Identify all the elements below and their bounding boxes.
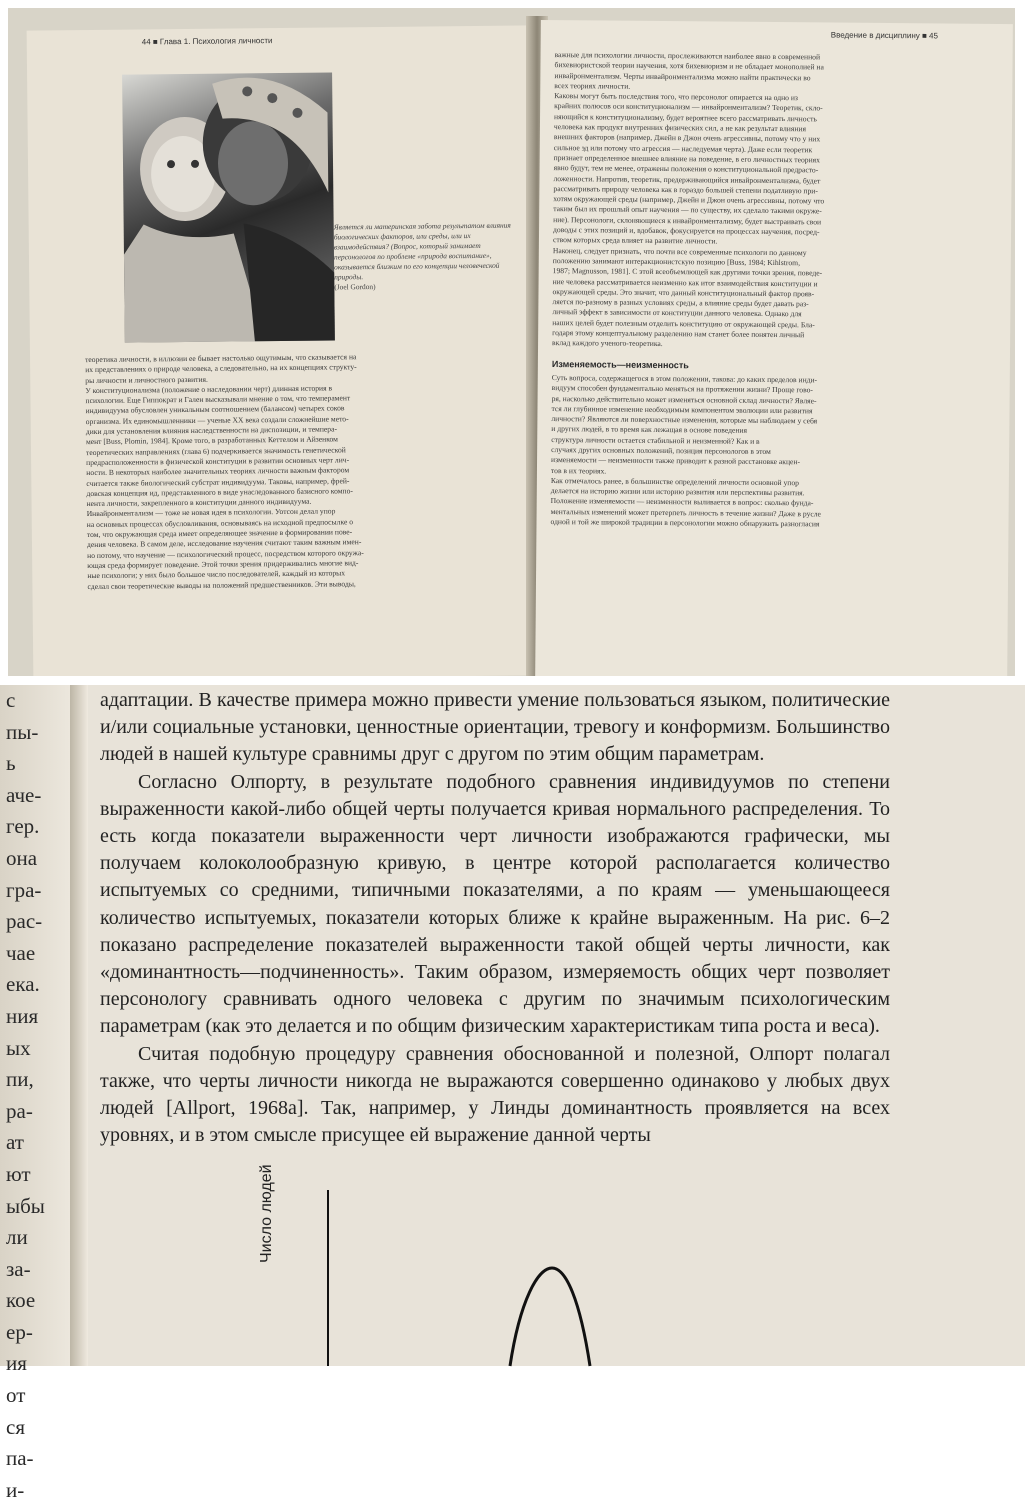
text-line: организма. Их единомышленники — ученые XX века создали сложнейшие мето- (85, 414, 349, 426)
text-line: тся ли глубинное изменение необходимым компонентом эволюции или развития (551, 403, 813, 416)
facing-page-margin (0, 685, 70, 1502)
text-line: структура личности остается стабильной и неизменной? Как и в (551, 434, 760, 446)
text-line: наших целей будет полезным отделить конституцию от окружающей среды. Бла- (552, 317, 815, 330)
text-line: ности. В некоторых наиболее значительных теориях личности важным фактором (86, 465, 350, 478)
text-line: индивидуума обусловлен уникальным соотношением (балансом) четырех соков (85, 403, 345, 416)
text-line: тов в их теориях. (550, 465, 607, 476)
text-line: Как отмечалось ранее, в большинстве определений личности основной упор (550, 475, 800, 488)
text-line: Положение изменяемости — неизменности выливается в вопрос: сколько фунда- (550, 496, 814, 508)
photo-caption: Является ли материнская забота результатом влияния биологических факторов, или среды, или их взаимодействия? (Вопрос, который занимает персонологов по проблеме «природа воспитание», оказывается близким по его концепции человеческой природы. (Joel Gordon) (334, 220, 525, 292)
text-line: Суть вопроса, содержащегося в этом положении, такова: до каких пределов инди- (551, 372, 818, 385)
collage-divider (0, 676, 1025, 685)
margin-fragment: гра- (6, 877, 42, 902)
section-heading: Изменяемость—неизменность (551, 358, 689, 370)
text-line: Инвайронментализм — тоже не новая идея в психологии. Уотсон делал упор (86, 506, 336, 519)
text-line: предрасположенности в физической конституции в развитии основных черт лич- (86, 455, 350, 468)
text-line: ры личности и личностного развития. (85, 374, 208, 385)
section-text (550, 373, 991, 531)
text-line: крайних полюсов оси конституционализм — инвайронментализм? Теоретик, скло- (554, 101, 823, 113)
text-line: внешних факторов (например, Джейн в Джон очень агрессивны, потому что у них (553, 132, 821, 144)
right-page-text (552, 50, 995, 352)
margin-fragment: пы- (6, 719, 39, 744)
text-line: годаря этому концептуальному разделению нам станет более понятен личный (552, 328, 805, 340)
text-line: положению занимают интеракционистскую позицию [Buss, 1984; Kihlstrom, (552, 256, 801, 268)
text-line: ние человека рассматривается неизменно как итог взаимодействия конституции и (552, 276, 818, 288)
margin-fragment: аче- (6, 782, 42, 807)
margin-fragment: ния (6, 1003, 39, 1028)
text-line: теоретических направлениях (глава 6) подчеркивается значимость генетической (85, 445, 346, 457)
book-spread-photo (8, 8, 1015, 676)
margin-fragment: па- (6, 1446, 34, 1471)
text-line: окружающей среды. Это значит, что данный конституциональный фактор прояв- (552, 286, 815, 299)
text-line: ложенности. Напротив, теоретик, предерживающийся инвайронментализма, будет (553, 173, 821, 185)
text-line: ющая среда формирует поведение. Этой точки зрения придерживались многие вид- (87, 558, 359, 570)
text-line: нента личности, закрепленного в конституции данного индивидуума. (86, 496, 312, 509)
photo-credit: (Joel Gordon) (334, 282, 376, 292)
margin-fragment: ся (6, 1414, 25, 1439)
text-line: личный эффект в зависимости от конституции данного человека. Однако для (552, 307, 802, 319)
text-line: изменяемости — неизменности также приводит к разной расстановке акцен- (551, 455, 801, 467)
text-line: дики для установления влияния наследственности на диспозиции, и темпера- (85, 424, 338, 437)
text-line: ря, насколько действительно может изменяться основной склад личности? Являе- (551, 393, 817, 405)
left-page (27, 25, 539, 680)
margin-fragment: ека. (6, 972, 40, 997)
margin-fragment: пи, (6, 1067, 34, 1092)
text-line: ством которых среда влияет на развитие личности. (552, 235, 718, 246)
text-line: инвайронментализм. Черты инвайронментализма можно найти практически во (554, 70, 811, 82)
bell-curve (510, 1268, 590, 1366)
figure-y-axis-label: Число людей (258, 1164, 275, 1263)
text-line: одной и той же широкой традиции в персонологии можно обнаружить разногласия (550, 517, 820, 529)
text-line: хотям окружающей среды (например, Джейн и Джон очень агрессивны, потому что (553, 194, 825, 206)
right-page-body (550, 50, 994, 531)
text-line: няющийся к конституционализму, будет вероятнее всего рассматривать личность (554, 111, 817, 124)
margin-fragment: ют (6, 1161, 31, 1186)
left-running-head: 44 ■ Глава 1. Психология личности (141, 36, 273, 47)
text-line: на основных процессах обусловливания, основываясь на исходной предпосылке о (86, 517, 354, 529)
text-line: всех теориях личности. (554, 80, 631, 91)
text-line: дения человека. В самом деле, исследование научения считают таким важным имен- (86, 537, 362, 550)
left-page-body (85, 350, 527, 591)
margin-fragment: рас- (6, 909, 43, 934)
margin-fragment: ат (6, 1130, 24, 1155)
margin-fragment: ли (6, 1225, 28, 1250)
text-line: мент [Buss, Plomin, 1984]. Кроме того, в разработанных Кеттелом и Айзенком (85, 434, 338, 447)
paragraph-2: Согласно Олпорту, в результате подобного сравнения индивидуумов по степени выраженности какой-либо общей черты получается кривая нормального распределения. То есть когда показатели выраженности черт личности изображаются графически, мы получаем колоколообразную кривую, в центре которой располагается количество испытуемых со средними, типичными показателями, а по краям — уменьшающееся количество испытуемых, показатели которых ближе к крайне выраженным. На рис. 6–2 показано распределение показателей выраженности такой общей черты личности, как «доминантность—подчиненность». Таким образом, измеряемость общих черт позволяет персонологу сравнивать одного человека с другим по значимым психологическим параметрам (как это делается и по общим физическим характеристикам типа роста и веса). (100, 770, 890, 1038)
text-line: делается на историю жизни или историю развития или перспективы развития. (550, 486, 805, 498)
text-line: вклад каждого ученого-теоретика. (552, 338, 663, 349)
text-line: таким был их прошлый опыт научения — по существу, их сделало такими окруже- (553, 204, 822, 216)
text-line: психологии. Еще Гиппократ и Гален высказывали мнение о том, что темперамент (85, 393, 351, 406)
text-line: признает определенное внешнее влияние на поведение, в его личностных теориях (553, 153, 820, 165)
text-line: довская концепция ид, представленного в виде унаследованного базисного компо- (86, 486, 353, 498)
margin-fragment: ер- (6, 1319, 33, 1344)
text-line: том, что окружающая среда имеет определяющее значение в формировании пове- (86, 527, 353, 540)
margin-fragment: с (6, 688, 16, 712)
text-line: бихевиористской теории научения, хотя бихевиоризм и не обладает монополией на (554, 60, 824, 72)
text-line: сильное эд или потому что агрессия — наследуемая черта). Даже если теоретик (553, 142, 813, 154)
text-line: но потому, что научение — психологический процесс, посредством которого окружа- (87, 547, 364, 560)
text-line: ние). Персонологи, склоняющиеся к инвайронментализму, будет выстраивать свои (553, 214, 822, 227)
text-line: Каковы могут быть последствия того, что персонолог опирается на одно из (554, 91, 798, 103)
text-line: человека как продукт внутренних физических сил, а не как результат влияния (553, 122, 807, 134)
paragraph-1: адаптации. В качестве примера можно привести умение пользоваться языком, политические и/или социальные установки, ценностные ориентации, тревогу и конформизм. Большинство людей в нашей культуре сравнимы друг с другом по этим общим параметрам. (100, 689, 890, 766)
text-line: доводы с этих позиций и, вдобавок, фокусируется на процессах научения, посред- (553, 225, 820, 237)
text-line: важные для психологии личности, прослеживаются наиболее явно в современной (554, 50, 821, 62)
text-line: считается также биологический субстрат индивидуума. Таковы, например, фрей- (86, 475, 350, 488)
page-gutter (70, 685, 88, 1366)
text-line: ляется по-разному в разных условиях среды, а влияние среды будет давать раз- (552, 297, 809, 309)
text-line: случаях других основных положений, позиция персонологов в этом (551, 445, 771, 456)
bell-curve-figure (280, 1180, 680, 1366)
closeup-page-photo (0, 685, 1025, 1502)
mother-child-photo (122, 72, 335, 342)
margin-fragment: гер. (6, 814, 40, 839)
margin-fragment: и- (6, 1477, 25, 1502)
text-line: Наконец, следует признать, что почти все современные психологи по данному (552, 245, 807, 257)
margin-fragment: она (6, 845, 38, 870)
text-line: ментальных изменений может претерпеть личность в течение жизни? Даже в русле (550, 506, 822, 519)
margin-fragment: ра- (6, 1098, 33, 1123)
text-line: теоретика личности, в иллюзии ее бывает настолько ощутимым, что сказывается на (85, 352, 357, 365)
margin-fragment: ых (6, 1035, 31, 1060)
text-line: их представлениях о природе человека, а следовательно, на их концепциях структу- (85, 362, 357, 375)
margin-fragment: ыбы (6, 1193, 45, 1218)
right-page (535, 20, 1013, 684)
closeup-body-text (100, 687, 890, 1149)
text-line: 1987; Magnusson, 1981]. С этой всеобъемлющей как другими точки зрения, поведе- (552, 266, 823, 278)
text-line: видуум способен фундаментально меняться на протяжении жизни? Проще гово- (551, 383, 814, 395)
margin-fragment: ь (6, 751, 16, 776)
margin-fragment: ия (6, 1351, 27, 1376)
paragraph-3: Считая подобную процедуру сравнения обоснованной и полезной, Олпорт полагал также, что черты личности никогда не выражаются совершенно одинаково у любых двух людей [Allport, 1968a]. Так, например, у Линды доминантность проявляется на всех уровнях, и в этом смысле присущее ей выражение данной черты (100, 1042, 890, 1147)
margin-fragment: за- (6, 1256, 31, 1281)
text-line: явно будут, тем не менее, отражены положения о конституциональной предрасто- (553, 163, 819, 175)
margin-fragment: чае (6, 940, 36, 965)
margin-fragment: от (6, 1383, 26, 1408)
text-line: У конституционализма (положение о наследовании черт) длинная история в (85, 383, 333, 395)
margin-fragment: кое (6, 1288, 36, 1313)
right-running-head: Введение в дисциплину ■ 45 (830, 30, 938, 41)
text-line: личности? Являются ли поверхностные изменения, которые мы наблюдаем у себя (551, 414, 818, 426)
text-line: сделал свои теоретические выводы на положений предшественников. Эти выводы, (87, 578, 356, 591)
text-line: и других людей, в то время как лежащая в основе поведения (551, 424, 748, 436)
text-line: ные психологи; у них было большое число последователей, каждый из которых (87, 568, 346, 581)
text-line: рассматривать природу человека как в гораздо большей степени податливую при- (553, 183, 818, 196)
